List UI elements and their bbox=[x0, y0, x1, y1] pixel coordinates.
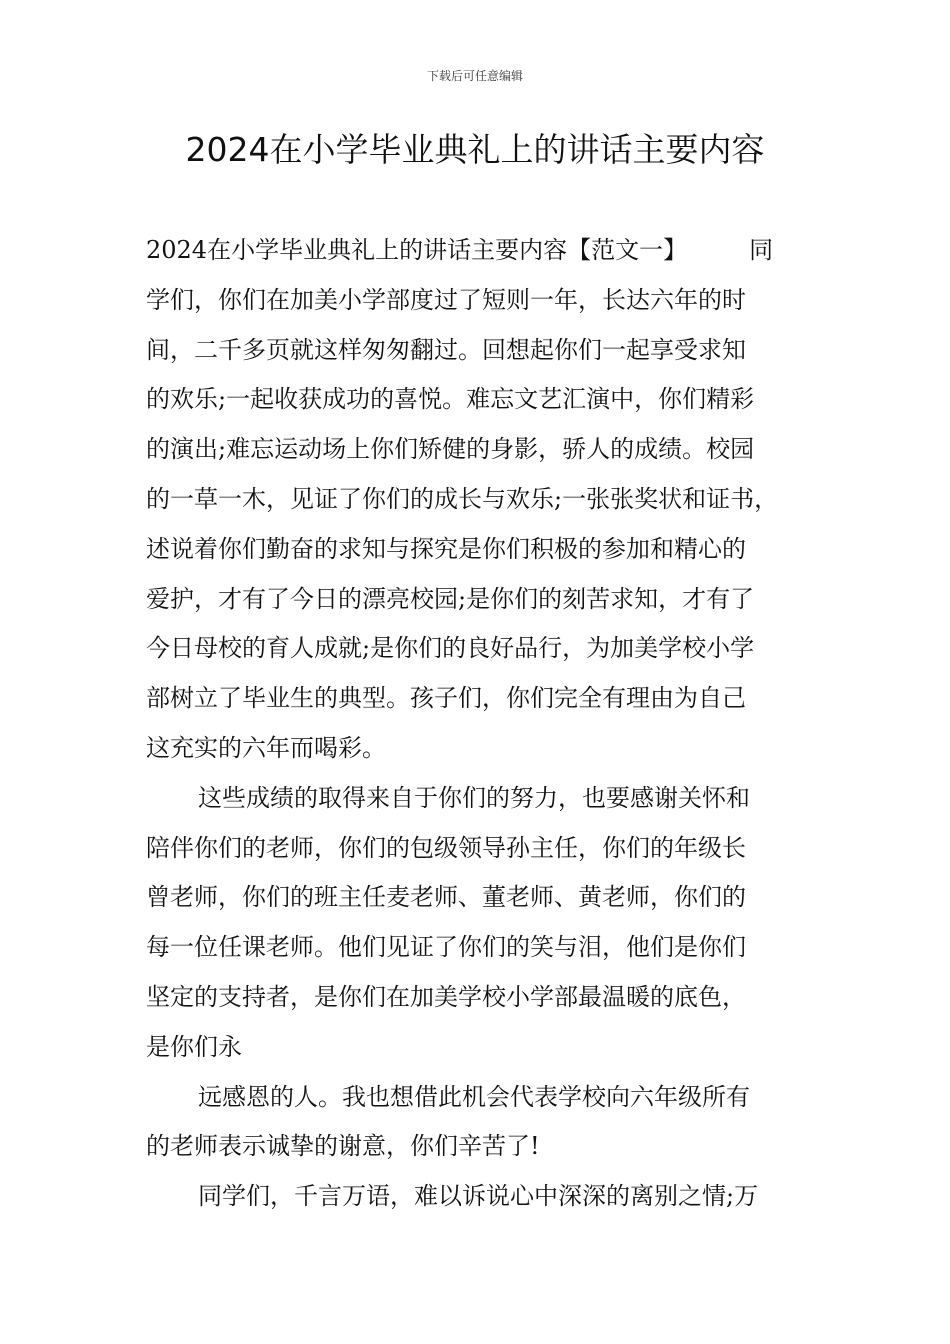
body-line: 间，二千多页就这样匆匆翻过。回想起你们一起享受求知 bbox=[146, 335, 746, 364]
body-line: 的欢乐;一起收获成功的喜悦。难忘文艺汇演中，你们精彩 bbox=[146, 385, 755, 414]
body-line: 是你们永 bbox=[146, 1032, 242, 1061]
body-line: 的一草一木，见证了你们的成长与欢乐;一张张奖状和证书， bbox=[146, 484, 779, 513]
body-line-1 bbox=[146, 226, 808, 276]
paragraph-start-line: 远感恩的人。我也想借此机会代表学校向六年级所有 bbox=[198, 1082, 750, 1111]
document-title: 2024在小学毕业典礼上的讲话主要内容 bbox=[185, 130, 765, 169]
body-line: 学们，你们在加美小学部度过了短则一年，长达六年的时 bbox=[146, 285, 746, 314]
document-body bbox=[146, 226, 808, 1222]
body-line: 的演出;难忘运动场上你们矫健的身影，骄人的成绩。校园 bbox=[146, 435, 755, 464]
body-line: 每一位任课老师。他们见证了你们的笑与泪，他们是你们 bbox=[146, 933, 746, 962]
page-header-note: 下载后可任意编辑 bbox=[426, 69, 523, 83]
paragraph-start-line: 同学们，千言万语，难以诉说心中深深的离别之情;万 bbox=[198, 1182, 759, 1211]
body-line: 爱护，才有了今日的漂亮校园;是你们的刻苦求知，才有了 bbox=[146, 584, 755, 613]
body-line: 述说着你们勤奋的求知与探究是你们积极的参加和精心的 bbox=[146, 534, 746, 563]
body-line: 坚定的支持者，是你们在加美学校小学部最温暖的底色， bbox=[146, 982, 746, 1011]
body-line: 曾老师，你们的班主任麦老师、董老师、黄老师，你们的 bbox=[146, 883, 746, 912]
body-line: 这充实的六年而喝彩。 bbox=[146, 733, 386, 762]
body-line: 陪伴你们的老师，你们的包级领导孙主任，你们的年级长 bbox=[146, 833, 746, 862]
paragraph-start-line: 这些成绩的取得来自于你们的努力，也要感谢关怀和 bbox=[198, 783, 750, 812]
body-line-1-tail: 同 bbox=[749, 236, 774, 264]
section-heading: 2024在小学毕业典礼上的讲话主要内容【范文一】 bbox=[146, 236, 688, 264]
body-line: 的老师表示诚挚的谢意，你们辛苦了! bbox=[146, 1132, 540, 1161]
body-line: 部树立了毕业生的典型。孩子们，你们完全有理由为自己 bbox=[146, 684, 746, 713]
body-line: 今日母校的育人成就;是你们的良好品行，为加美学校小学 bbox=[146, 634, 755, 663]
